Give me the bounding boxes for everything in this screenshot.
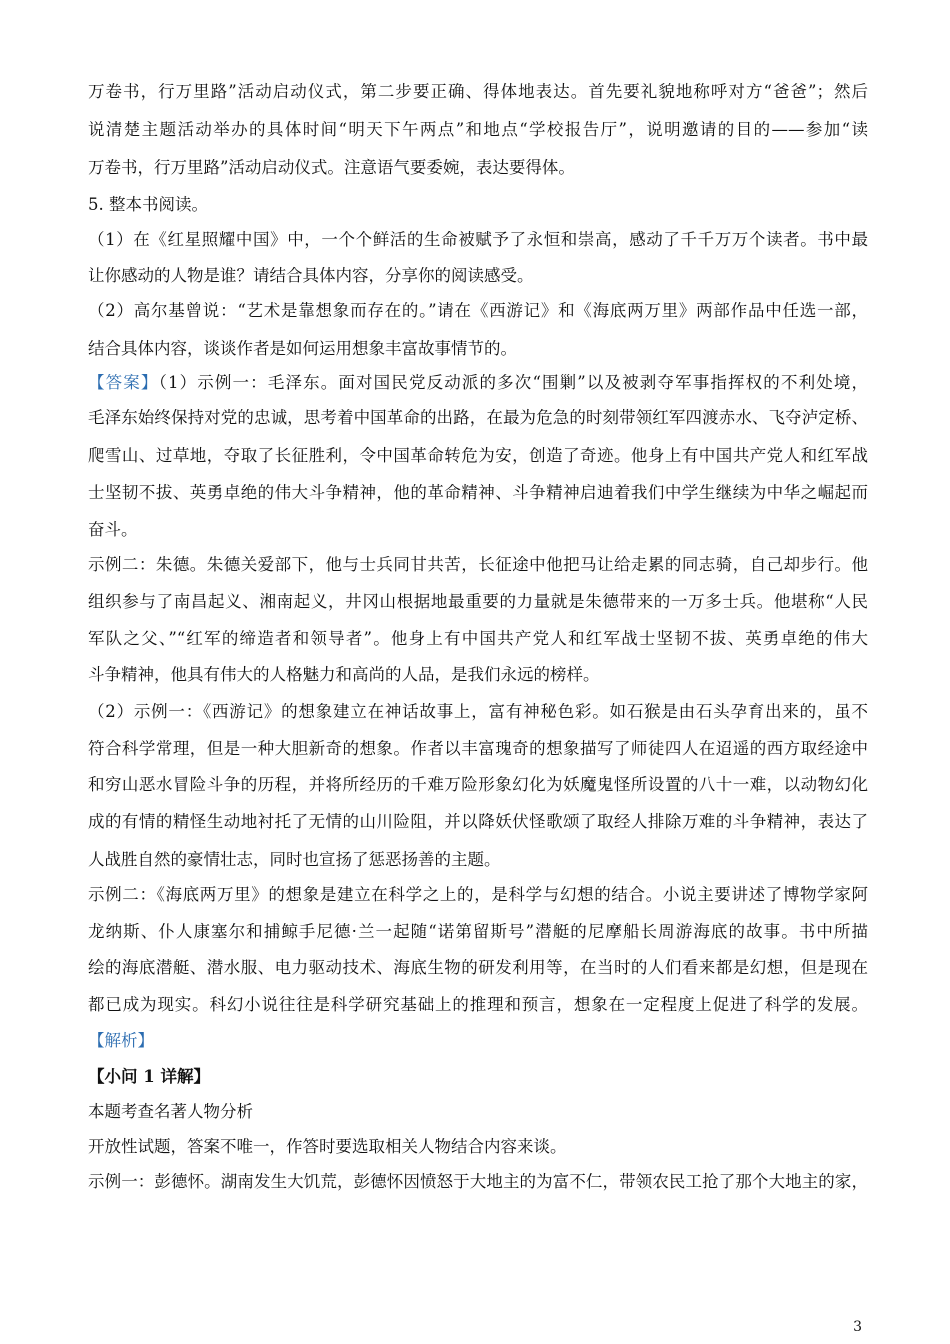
answer-line: 都已成为现实。科幻小说往往是科学研究基础上的推理和预言，想象在一定程度上促进了科学的发展。 xyxy=(88,995,868,1014)
answer-line: 毛泽东始终保持对党的忠诚，思考着中国革命的出路，在最为危急的时刻带领红军四渡赤水、飞夺泸定桥、 xyxy=(88,408,868,427)
analysis-line: 开放性试题，答案不唯一，作答时要选取相关人物结合内容来谈。 xyxy=(88,1137,567,1156)
question-text: 让你感动的人物是谁？请结合具体内容，分享你的阅读感受。 xyxy=(88,266,534,285)
answer-line: 奋斗。 xyxy=(88,520,138,539)
text-line: 万卷书，行万里路”活动启动仪式，第二步要正确、得体地表达。首先要礼貌地称呼对方“爸爸”；然后 xyxy=(88,82,868,101)
answer-line: 示例二：《海底两万里》的想象是建立在科学之上的，是科学与幻想的结合。小说主要讲述了博物学家阿 xyxy=(88,885,868,904)
text-line: 万卷书，行万里路”活动启动仪式。注意语气要委婉，表达要得体。 xyxy=(88,158,575,177)
sub-question-heading: 【小问 1 详解】 xyxy=(88,1067,210,1086)
answer-text: （1）示例一：毛泽东。面对国民党反动派的多次“围剿”以及被剥夺军事指挥权的不利处境， xyxy=(158,373,868,392)
page-number: 3 xyxy=(853,1319,862,1335)
text-line: 说清楚主题活动举办的具体时间“明天下午两点”和地点“学校报告厅”，说明邀请的目的——参加“读 xyxy=(88,120,868,139)
analysis-tag: 【解析】 xyxy=(88,1031,154,1050)
question-heading: 5. 整本书阅读。 xyxy=(88,195,208,214)
answer-line: 斗争精神，他具有伟大的人格魅力和高尚的人品，是我们永远的榜样。 xyxy=(88,665,600,684)
question-text: （2）高尔基曾说：“艺术是靠想象而存在的。”请在《西游记》和《海底两万里》两部作品中任选一部， xyxy=(88,301,868,320)
analysis-line: 本题考查名著人物分析 xyxy=(88,1102,253,1121)
answer-line: 人战胜自然的豪情壮志，同时也宣扬了惩恶扬善的主题。 xyxy=(88,850,501,869)
answer-first-line xyxy=(88,371,868,395)
answer-line: 军队之父、”“红军的缔造者和领导者”。他身上有中国共产党人和红军战士坚韧不拔、英勇卓绝的伟大 xyxy=(88,629,868,648)
answer-line: 和穷山恶水冒险斗争的历程，并将所经历的千难万险形象幻化为妖魔鬼怪所设置的八十一难，以动物幻化 xyxy=(88,775,868,794)
answer-line: 符合科学常理，但是一种大胆新奇的想象。作者以丰富瑰奇的想象描写了师徒四人在迢遥的西方取经途中 xyxy=(88,739,868,758)
answer-line: 示例二：朱德。朱德关爱部下，他与士兵同甘共苦，长征途中他把马让给走累的同志骑，自己却步行。他 xyxy=(88,555,868,574)
answer-line: 爬雪山、过草地，夺取了长征胜利，令中国革命转危为安，创造了奇迹。他身上有中国共产党人和红军战 xyxy=(88,446,868,465)
answer-line: 组织参与了南昌起义、湘南起义，井冈山根据地最重要的力量就是朱德带来的一万多士兵。他堪称“人民 xyxy=(88,592,868,611)
answer-line: 士坚韧不拔、英勇卓绝的伟大斗争精神，他的革命精神、斗争精神启迪着我们中学生继续为中华之崛起而 xyxy=(88,483,868,502)
analysis-line: 示例一：彭德怀。湖南发生大饥荒，彭德怀因愤怒于大地主的为富不仁，带领农民工抢了那个大地主的家， xyxy=(88,1172,868,1191)
answer-tag: 【答案】 xyxy=(88,373,159,392)
question-text: 结合具体内容，谈谈作者是如何运用想象丰富故事情节的。 xyxy=(88,339,517,358)
answer-line: （2）示例一：《西游记》的想象建立在神话故事上，富有神秘色彩。如石猴是由石头孕育出来的，虽不 xyxy=(88,702,868,721)
answer-line: 成的有情的精怪生动地衬托了无情的山川险阻，并以降妖伏怪歌颂了取经人排除万难的斗争精神，表达了 xyxy=(88,812,868,831)
answer-line: 龙纳斯、仆人康塞尔和捕鲸手尼德·兰一起随“诺第留斯号”潜艇的尼摩船长周游海底的故事。书中所描 xyxy=(88,922,868,941)
answer-line: 绘的海底潜艇、潜水服、电力驱动技术、海底生物的研发利用等，在当时的人们看来都是幻想，但是现在 xyxy=(88,958,868,977)
question-text: （1）在《红星照耀中国》中，一个个鲜活的生命被赋予了永恒和崇高，感动了千千万万个读者。书中最 xyxy=(88,230,868,249)
